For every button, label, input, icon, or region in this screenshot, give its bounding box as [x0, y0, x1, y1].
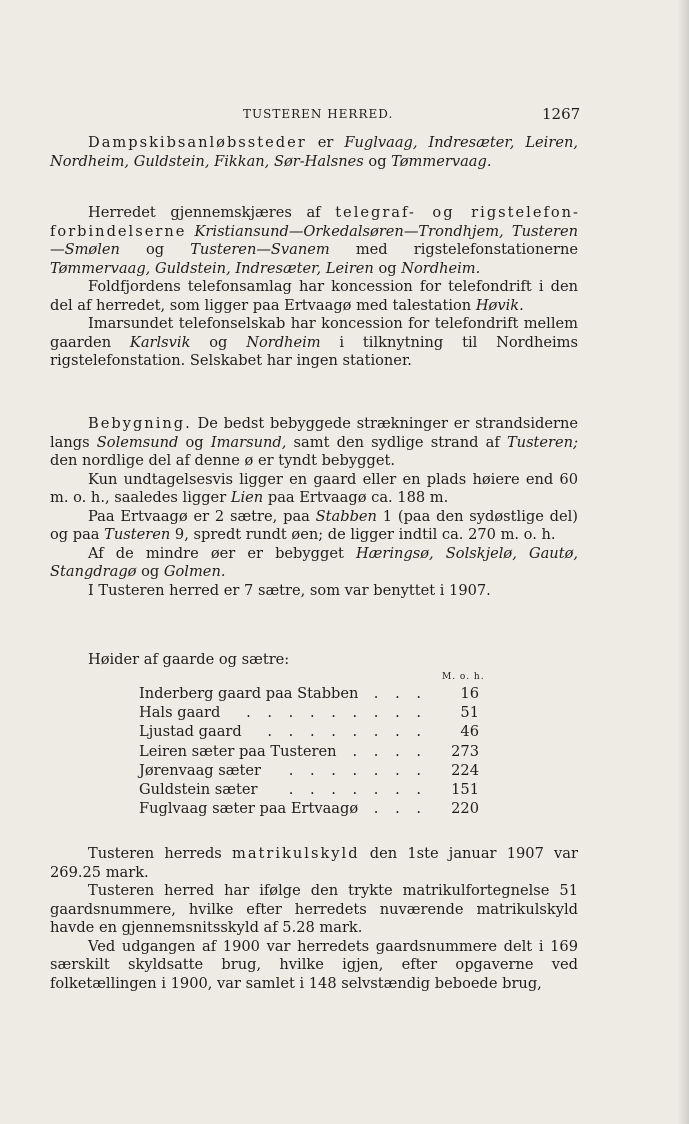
table-row: [139, 684, 481, 703]
route-names: Kristiansund—Orkedalsøren—Trondhjem, Tusteren—Smølen: [50, 222, 578, 258]
row-value: 151: [451, 780, 479, 798]
place-name: Imarsund,: [210, 433, 287, 451]
route-name: Tusteren—Svanem: [190, 241, 330, 258]
place-name: Nordheim: [246, 333, 321, 351]
paragraph: [50, 134, 578, 171]
row-leader-dots: . . . . . . .: [288, 761, 427, 779]
place-name: Stabben: [315, 507, 377, 525]
row-label: Ljustad gaard: [139, 723, 242, 741]
place-name: Høvik.: [475, 296, 524, 314]
paragraph: [50, 545, 578, 582]
text-run: Herredet gjennemskjæres af: [88, 204, 336, 221]
heights-table-title: Høider af gaarde og sætre:: [88, 651, 290, 668]
station-name: Nordheim.: [401, 259, 481, 277]
place-name: Golmen.: [163, 563, 226, 580]
paragraph: Ved udgangen af 1900 var herredets gaardsnummere delt i 169 særskilt skyldsatte brug, hvilke igjen, efter opgaverne ved folketællingen i 1900, var samlet i 148 selvstændig beboede brug,: [50, 937, 578, 992]
row-label: Guldstein sæter: [139, 780, 258, 798]
spaced-lead: Bebygning.: [88, 415, 192, 432]
row-label: Fuglvaag sæter paa Ertvaagø: [139, 800, 359, 818]
paragraph: [50, 278, 578, 315]
paragraph: [50, 845, 578, 882]
page-number: 1267: [542, 105, 581, 123]
spaced-lead: Dampskibsanløbssteder: [88, 134, 307, 151]
text-run: og: [136, 563, 164, 580]
row-leader-dots: . . .: [373, 685, 427, 702]
row-value: 224: [451, 761, 479, 779]
place-name: Tusteren: [104, 526, 171, 543]
text-run: 9, spredt rundt øen; de ligger indtil ca. 270 m. o. h.: [170, 526, 556, 543]
place-name: Lien: [230, 489, 264, 506]
text-run: og: [190, 333, 247, 351]
row-leader-dots: . . . . . . . .: [267, 723, 427, 741]
table-row: [139, 780, 481, 799]
table-row: [139, 761, 481, 780]
table-row: [139, 722, 481, 741]
text-run: og: [363, 152, 392, 170]
row-label: Jørenvaag sæter: [139, 761, 261, 779]
page-title: TUSTEREN HERRED.: [243, 107, 394, 121]
paragraph: [50, 204, 578, 278]
page-edge-shadow: [677, 0, 689, 1124]
text-run: den nordlige del af denne ø er tyndt bebygget.: [50, 452, 395, 469]
text-run: den 1ste januar 1907 var 269.25 mark.: [50, 845, 578, 881]
text-run: Paa Ertvaagø er 2 sætre, paa: [88, 507, 316, 525]
place-names: Fuglvaag, Indresæter, Leiren, Nordheim, Guldstein, Fikkan, Sør-Halsnes: [50, 134, 578, 170]
spaced-term: telegraf- og rigstelefonforbindelserne: [50, 204, 578, 240]
text-run: er: [306, 134, 345, 151]
text-run: og: [119, 241, 191, 258]
paragraph: [50, 508, 578, 545]
paragraph: I Tusteren herred er 7 sætre, som var benyttet i 1907.: [88, 581, 491, 599]
table-row: [139, 742, 481, 761]
section-telegraph: [50, 204, 578, 371]
text-run: Af de mindre øer er bebygget: [88, 544, 356, 562]
place-names: Hæringsø, Solskjelø, Gautø, Stangdragø: [50, 544, 579, 580]
text-run: i tilknytning til Nordheims rigstelefonstation. Selskabet har ingen stationer.: [50, 333, 579, 369]
text-run: og: [178, 433, 211, 451]
row-label: Hals gaard: [139, 704, 221, 722]
section-settlement: [50, 415, 578, 600]
row-label: Leiren sæter paa Tusteren: [139, 742, 337, 760]
text-run: samt den sydlige strand af: [286, 433, 507, 451]
heights-unit-header: M. o. h.: [442, 672, 485, 682]
section-steamship-stops: [50, 134, 578, 171]
place-name: Tømmervaag.: [391, 152, 492, 170]
paragraph: [50, 315, 578, 371]
text-run: og: [373, 259, 402, 277]
paragraph: Tusteren herred har ifølge den trykte matrikulfortegnelse 51 gaardsnummere, hvilke efter herredets nuværende matrikulskyld havde en gjennemsnitsskyld af 5.28 mark.: [50, 882, 578, 936]
place-name: Solemsund: [96, 433, 179, 451]
running-head: [0, 107, 689, 127]
text-run: 1 (paa den sydøstlige del) og paa: [50, 507, 578, 543]
row-label: Inderberg gaard paa Stabben: [139, 685, 359, 702]
row-leader-dots: . . . .: [352, 742, 427, 760]
heights-table: [139, 684, 481, 818]
row-value: 46: [460, 723, 479, 741]
place-name: Tusteren;: [506, 433, 578, 451]
row-leader-dots: . . .: [373, 800, 427, 818]
row-value: 51: [460, 704, 479, 722]
spaced-term: matrikulskyld: [232, 845, 360, 862]
place-name: Karlsvik: [129, 333, 191, 351]
station-names: Tømmervaag, Guldstein, Indresæter, Leiren: [50, 259, 374, 277]
row-value: 16: [460, 685, 479, 702]
text-run: Kun undtagelsesvis ligger en gaard eller en plads høiere end 60 m. o. h., saaledes ligger: [50, 470, 578, 506]
section-land-register: [50, 845, 578, 993]
text-run: De bedst bebyggede strækninger er strandsiderne langs: [50, 415, 578, 451]
text-run: paa Ertvaagø ca. 188 m.: [263, 489, 449, 506]
paragraph: [50, 415, 578, 471]
row-leader-dots: . . . . . . . . .: [246, 704, 427, 722]
table-row: [139, 703, 481, 722]
text-run: Tusteren herreds: [88, 845, 232, 862]
row-value: 273: [451, 742, 479, 760]
row-value: 220: [451, 800, 479, 818]
row-leader-dots: . . . . . . .: [288, 780, 427, 798]
paragraph: [50, 471, 578, 508]
text-run: Imarsundet telefonselskab har koncession for telefondrift mellem gaarden: [50, 315, 578, 351]
text-run: Foldfjordens telefonsamlag har koncession for telefondrift i den del af herredet, som ligger paa Ertvaagø med talestation: [50, 278, 578, 314]
text-run: med rigstelefonstationerne: [329, 241, 578, 258]
table-row: [139, 799, 481, 818]
